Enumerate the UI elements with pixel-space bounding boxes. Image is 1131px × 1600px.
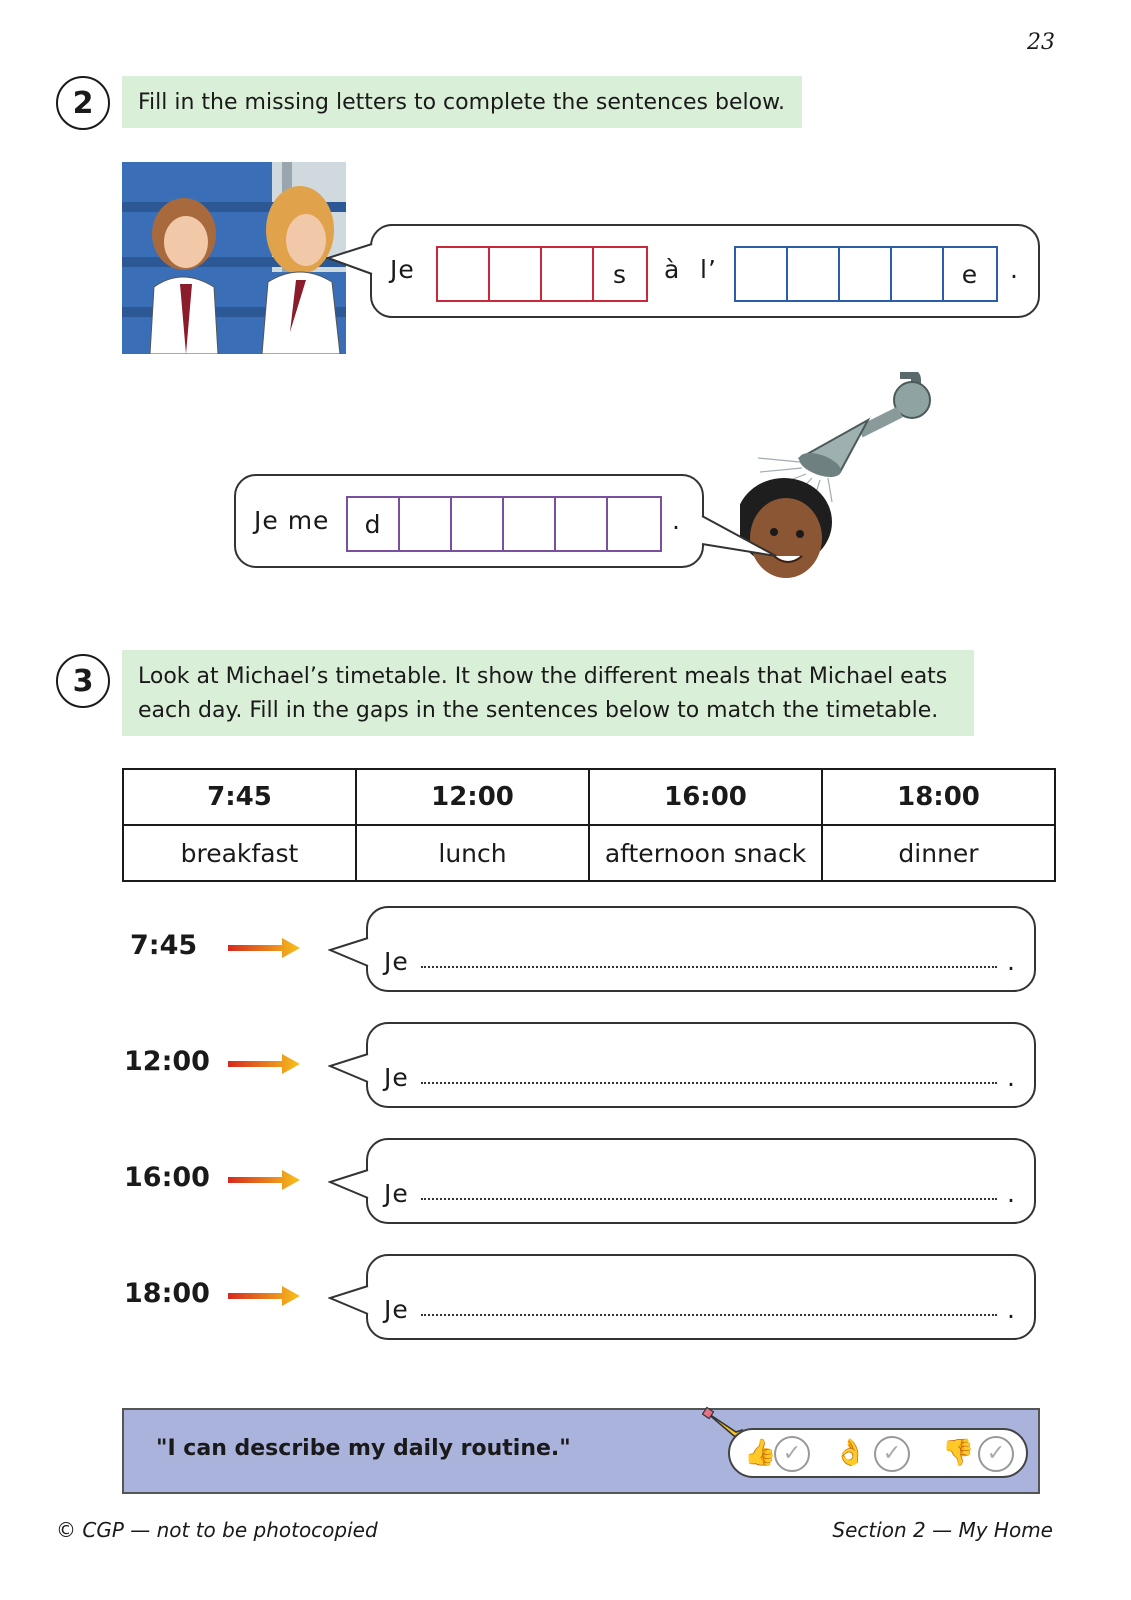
question-3-number: 3 [56,654,110,708]
sentence-2-end: . [672,506,681,535]
sentence-1-end: . [1010,255,1019,284]
thumbs-down-icon: 👎 [942,1438,975,1468]
letter-box[interactable]: d [348,498,400,550]
answer-end: . [1007,1179,1016,1208]
answer-row [0,1138,1131,1224]
page-number: 23 [1027,30,1055,55]
answer-bubble[interactable] [366,1138,1036,1224]
letter-box[interactable] [542,248,594,300]
question-3-instruction [122,650,974,736]
answer-row [0,906,1131,992]
arrow-right-icon [228,1052,302,1076]
letter-box[interactable] [556,498,608,550]
sentence-1-a: à [664,255,681,284]
arrow-right-icon [228,1284,302,1308]
letter-box[interactable] [400,498,452,550]
speech-bubble-1-tail [326,240,376,280]
answer-time-label: 16:00 [124,1162,210,1193]
answer-bubble[interactable] [366,1022,1036,1108]
answer-bubble-tail [328,936,370,970]
letter-box[interactable] [438,248,490,300]
arrow-right-icon [228,936,302,960]
answer-start: Je [384,947,409,976]
timetable-time: 12:00 [356,769,589,825]
answer-start: Je [384,1063,409,1092]
answer-end: . [1007,947,1016,976]
answer-time-label: 7:45 [130,930,198,961]
rating-checkbox-ok[interactable]: ✓ [874,1436,910,1472]
letter-box[interactable] [504,498,556,550]
letter-box[interactable]: s [612,259,628,289]
footer-section: Section 2 — My Home [832,1518,1053,1542]
answer-bubble[interactable] [366,906,1036,992]
answer-row [0,1254,1131,1340]
self-assessment-statement: "I can describe my daily routine." [156,1436,571,1461]
rating-checkbox-bad[interactable]: ✓ [978,1436,1014,1472]
timetable-time: 7:45 [123,769,356,825]
answer-start: Je [384,1179,409,1208]
letter-box[interactable] [736,248,788,300]
thumbs-up-icon: 👍 [744,1438,777,1468]
answer-blank[interactable] [421,1197,997,1200]
answer-time-label: 18:00 [124,1278,210,1309]
answer-bubble-tail [328,1168,370,1202]
timetable-meal: lunch [356,825,589,881]
answer-blank[interactable] [421,1313,997,1316]
self-assessment-bar [122,1408,1040,1494]
instruction-line-2: each day. Fill in the gaps in the sentences below to match the timetable. [138,698,939,723]
letter-box[interactable]: e [961,259,979,289]
answer-bubble-tail [328,1284,370,1318]
letter-box[interactable] [608,498,660,550]
sentence-1-word-1-boxes[interactable] [436,246,648,302]
question-2-instruction: Fill in the missing letters to complete the sentences below. [122,76,802,128]
letter-box[interactable] [490,248,542,300]
footer-copyright: © CGP — not to be photocopied [56,1518,378,1542]
instruction-line-1: Look at Michael’s timetable. It show the different meals that Michael eats [138,664,948,689]
answer-end: . [1007,1063,1016,1092]
timetable-meal: breakfast [123,825,356,881]
answer-bubble[interactable] [366,1254,1036,1340]
answer-blank[interactable] [421,965,997,968]
answer-row [0,1022,1131,1108]
question-2-number: 2 [56,76,110,130]
timetable-meal: dinner [822,825,1055,881]
girls-on-bus-illustration [122,162,346,354]
sentence-2-start: Je me [254,506,330,535]
timetable-time: 16:00 [589,769,822,825]
timetable-time: 18:00 [822,769,1055,825]
letter-box[interactable] [788,248,840,300]
rating-options [728,1428,1028,1478]
arrow-right-icon [228,1168,302,1192]
timetable-meal: afternoon snack [589,825,822,881]
rating-checkbox-good[interactable]: ✓ [774,1436,810,1472]
sentence-1-l: l’ [700,255,717,284]
answer-time-label: 12:00 [124,1046,210,1077]
answer-bubble-tail [328,1052,370,1086]
sentence-2-word-boxes[interactable] [346,496,662,552]
speech-bubble-2-tail [700,510,780,560]
letter-box[interactable] [892,248,944,300]
sentence-1-word-2-boxes[interactable] [734,246,998,302]
answer-start: Je [384,1295,409,1324]
thumbs-sideways-icon: 👌 [834,1438,867,1468]
answer-blank[interactable] [421,1081,997,1084]
letter-box[interactable] [840,248,892,300]
timetable [122,768,1056,882]
sentence-1-start: Je [390,255,415,284]
letter-box[interactable] [452,498,504,550]
answer-end: . [1007,1295,1016,1324]
